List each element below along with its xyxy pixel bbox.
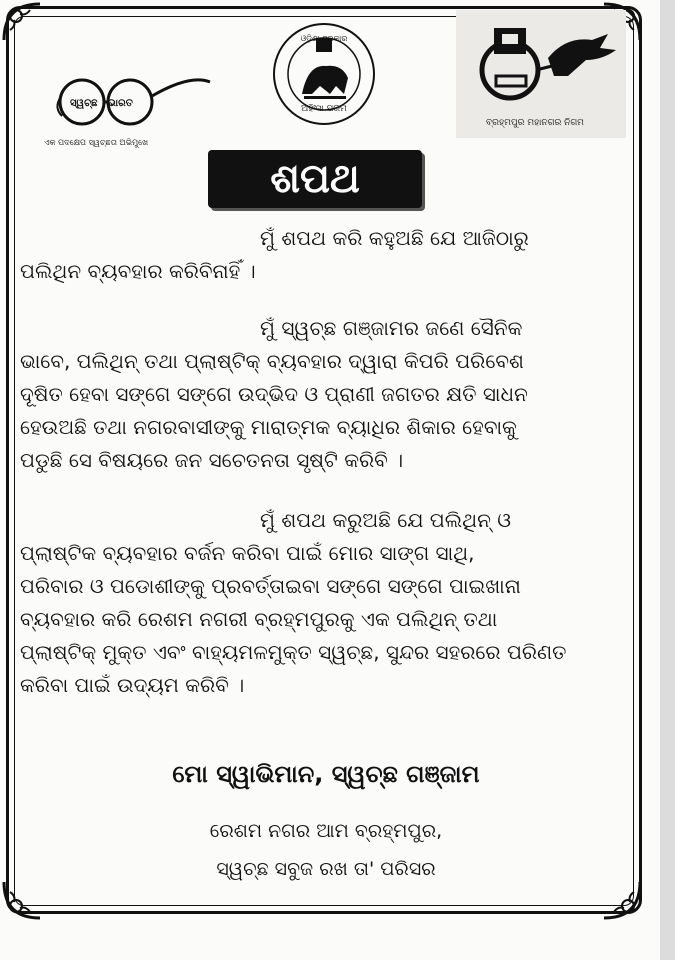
- slogan-line-1: ରେଶମ ନଗର ଆମ ବ୍ରହ୍ମପୁର,: [209, 820, 443, 842]
- logo-header: [20, 10, 630, 150]
- emblem-top-text: ଓଡ଼ିଶା ସରକାର: [300, 34, 348, 43]
- swachh-tagline: ଏକ ପଦକ୍ଷେପ ସ୍ୱଚ୍ଛତା ଅଭିମୁଖେ: [44, 138, 149, 147]
- bharat-text: ଭାରତ: [108, 98, 133, 109]
- emblem-motto: ଅହିଂସା ପରମ: [301, 104, 347, 114]
- paragraph-line: ପଡୁଛି ସେ ବିଷୟରେ ଜନ ସଚେତନତା ସୃଷ୍ଟି କରିବି ।: [20, 448, 404, 472]
- slogan-line-2: ସ୍ୱଚ୍ଛ ସବୁଜ ରଖ ତା' ପରିସର: [216, 858, 436, 880]
- paragraph-line: ବ୍ୟବହାର କରି ରେଶମ ନଗରୀ ବ୍ରହ୍ମପୁରକୁ ଏକ ପଲିଥିନ୍ ତଥା: [20, 607, 498, 631]
- corner-ornament-icon: [0, 876, 46, 922]
- paragraph-line: ପ୍ଲାଷ୍ଟିକ ବ୍ୟବହାର ବର୍ଜନ କରିବା ପାଇଁ ମୋର ସାଙ୍ଗ ସାଥି,: [20, 541, 475, 565]
- berhampur-municipal-corporation-logo: [456, 10, 626, 138]
- paragraph-line: ମୁଁ ସ୍ୱଚ୍ଛ ଗଞ୍ଜାମର ଜଣେ ସୈନିକ: [260, 316, 523, 340]
- paragraph-line: ମୁଁ ଶପଥ କରି କହୁଅଛି ଯେ ଆଜିଠାରୁ: [260, 226, 529, 250]
- chariot-icon: [456, 10, 626, 120]
- paragraph-line: ପରିବାର ଓ ପଡୋଶୀଙ୍କୁ ପ୍ରବର୍ତ୍ତାଇବା ସଙ୍ଗେ ସଙ୍ଗେ ପାଇଖାନା: [20, 574, 521, 598]
- swachh-bharat-logo: [40, 68, 220, 152]
- pledge-paragraph-2: [20, 312, 632, 477]
- paragraph-line: ମୁଁ ଶପଥ କରୁଅଛି ଯେ ପଲିଥିନ୍ ଓ: [260, 508, 512, 532]
- bmc-caption: ବ୍ରହ୍ମପୁର ମହାନଗର ନିଗମ: [486, 118, 585, 128]
- pledge-paragraph-3: [20, 504, 632, 702]
- paragraph-line: ପ୍ଲାଷ୍ଟିକ୍ ମୁକ୍ତ ଏବଂ ବାହ୍ୟମଳମୁକ୍ତ ସ୍ୱଚ୍ଛ, ସୁନ୍ଦର ସହରରେ ପରିଣତ: [20, 640, 567, 664]
- paragraph-line: କରିବା ପାଇଁ ଉଦ୍ୟମ କରିବି ।: [20, 673, 245, 697]
- page-title: ଶପଥ: [208, 150, 422, 208]
- pledge-paragraph-1: [20, 222, 632, 288]
- odisha-government-emblem: [270, 20, 378, 128]
- paragraph-line: ଦୂଷିତ ହେବା ସଙ୍ଗେ ସଙ୍ଗେ ଉଦ୍ଭିଦ ଓ ପ୍ରାଣୀ ଜଗତର କ୍ଷତି ସାଧନ: [20, 382, 528, 406]
- corner-ornament-icon: [598, 876, 644, 922]
- swachh-text: ସ୍ୱଚ୍ଛ: [70, 98, 98, 109]
- main-slogan: ମୋ ସ୍ୱାଭିମାନ, ସ୍ୱଚ୍ଛ ଗଞ୍ଜାମ: [172, 760, 480, 788]
- paragraph-line: ହେଉଅଛି ତଥା ନଗରବାସୀଙ୍କୁ ମାରାତ୍ମକ ବ୍ୟାଧିର ଶିକାର ହେବାକୁ: [20, 415, 517, 439]
- paragraph-line: ପଲିଥିନ ବ୍ୟବହାର କରିବିନାହିଁ ।: [20, 259, 256, 283]
- paragraph-line: ଭାବେ, ପଲିଥିନ୍ ତଥା ପ୍ଲାଷ୍ଟିକ୍ ବ୍ୟବହାର ଦ୍ୱାରା କିପରି ପରିବେଶ: [20, 349, 524, 373]
